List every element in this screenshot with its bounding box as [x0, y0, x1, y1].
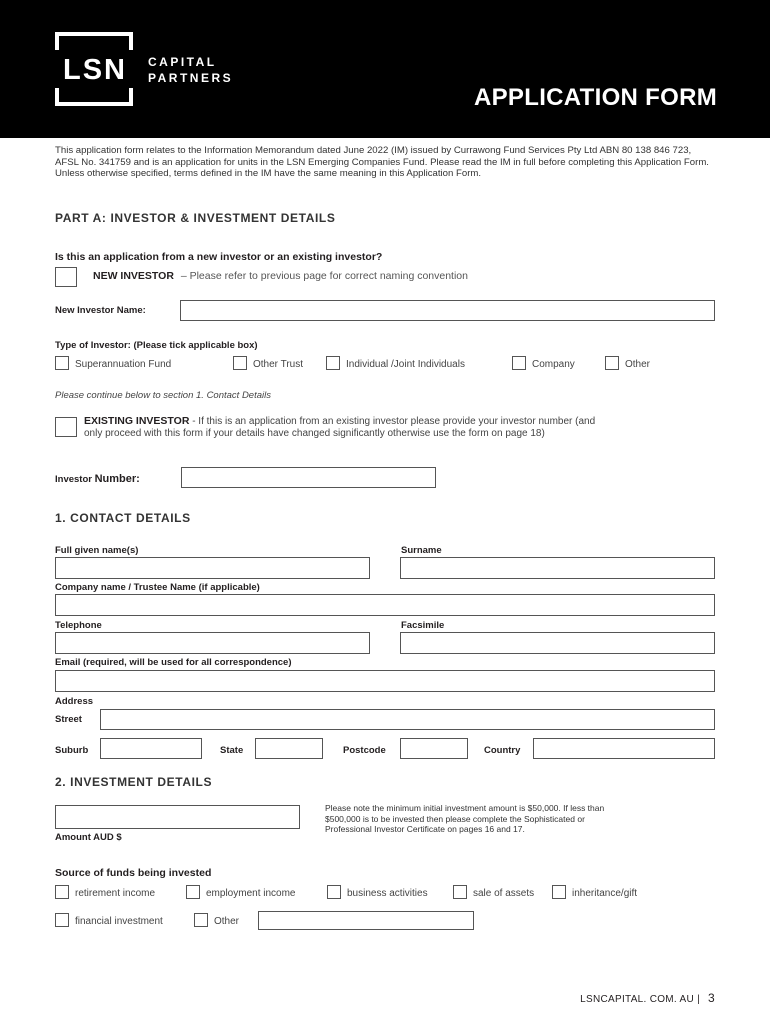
- existing-investor-checkbox[interactable]: [55, 417, 77, 437]
- new-investor-checkbox[interactable]: [55, 267, 77, 287]
- new-investor-row: NEW INVESTOR – Please refer to previous page for correct naming convention: [93, 270, 468, 282]
- source-inheritance-label: inheritance/gift: [572, 888, 638, 899]
- investor-number-label: Investor Number:: [55, 473, 140, 485]
- page-header: [0, 0, 770, 138]
- source-sale-assets-label: sale of assets: [473, 888, 535, 899]
- suburb-label: Suburb: [55, 745, 89, 756]
- source-other-input[interactable]: [258, 911, 474, 930]
- amount-input[interactable]: [55, 805, 300, 829]
- state-input[interactable]: [255, 738, 323, 759]
- footer-website: LSNCAPITAL. COM. AU |: [580, 994, 701, 1005]
- address-label: Address: [55, 696, 94, 707]
- facsimile-input[interactable]: [400, 632, 715, 654]
- source-financial-investment-checkbox[interactable]: [55, 913, 69, 927]
- source-financial-investment-label: financial investment: [75, 916, 163, 927]
- minimum-investment-note: Please note the minimum initial investment amount is $50,000. If less than $500,000 is to be invested then please complete the Sophisticated or Professional Investor Certificate on pages 16 and 17.: [325, 803, 605, 834]
- country-label: Country: [484, 745, 521, 756]
- telephone-input[interactable]: [55, 632, 370, 654]
- type-other-checkbox[interactable]: [605, 356, 619, 370]
- type-other-trust-label: Other Trust: [253, 359, 304, 370]
- source-business-checkbox[interactable]: [327, 885, 341, 899]
- source-other-label: Other: [214, 916, 240, 927]
- type-individual-checkbox[interactable]: [326, 356, 340, 370]
- investor-type-label: Type of Investor: (Please tick applicable box): [55, 340, 258, 351]
- suburb-input[interactable]: [100, 738, 202, 759]
- intro-paragraph: This application form relates to the Information Memorandum dated June 2022 (IM) issued by Currawong Fund Services Pty Ltd ABN 80 138 846 723, AFSL No. 341759 and is an application for units in the LSN Emerging Companies Fund. Please read the IM in full before completing this Application Form. Unless otherwise specified, terms defined in the IM have the same meaning in this Application Form.: [55, 145, 709, 179]
- source-employment-checkbox[interactable]: [186, 885, 200, 899]
- company-input[interactable]: [55, 594, 715, 616]
- page-number: 3: [708, 991, 715, 1005]
- investment-details-heading: 2. INVESTMENT DETAILS: [55, 775, 213, 789]
- type-company-checkbox[interactable]: [512, 356, 526, 370]
- state-label: State: [220, 745, 244, 756]
- given-names-input[interactable]: [55, 557, 370, 579]
- part-a-heading: PART A: INVESTOR & INVESTMENT DETAILS: [55, 211, 336, 225]
- email-input[interactable]: [55, 670, 715, 692]
- given-names-label: Full given name(s): [55, 545, 139, 556]
- source-retirement-checkbox[interactable]: [55, 885, 69, 899]
- amount-label: Amount AUD $: [55, 832, 122, 843]
- surname-label: Surname: [401, 545, 442, 556]
- type-superannuation-label: Superannuation Fund: [75, 359, 172, 370]
- type-other-label: Other: [625, 359, 651, 370]
- telephone-label: Telephone: [55, 620, 102, 631]
- contact-details-heading: 1. CONTACT DETAILS: [55, 511, 191, 525]
- source-business-label: business activities: [347, 888, 428, 899]
- type-company-label: Company: [532, 359, 575, 370]
- new-investor-name-input[interactable]: [180, 300, 715, 321]
- company-label: Company name / Trustee Name (if applicable): [55, 582, 260, 593]
- new-investor-name-label: New Investor Name:: [55, 305, 146, 316]
- postcode-label: Postcode: [343, 745, 386, 756]
- surname-input[interactable]: [400, 557, 715, 579]
- source-employment-label: employment income: [206, 888, 296, 899]
- source-sale-assets-checkbox[interactable]: [453, 885, 467, 899]
- facsimile-label: Facsimile: [401, 620, 445, 631]
- investor-number-input[interactable]: [181, 467, 436, 488]
- existing-investor-text: EXISTING INVESTOR - If this is an application from an existing investor please provide your investor number (and only proceed with this form if your details have changed significantly otherwise use the form on page 18): [84, 415, 596, 439]
- logo-text: LSN: [63, 54, 127, 86]
- type-individual-label: Individual /Joint Individuals: [346, 359, 465, 370]
- continue-note: Please continue below to section 1. Contact Details: [55, 390, 271, 401]
- country-input[interactable]: [533, 738, 715, 759]
- source-of-funds-label: Source of funds being invested: [55, 867, 212, 879]
- street-input[interactable]: [100, 709, 715, 730]
- postcode-input[interactable]: [400, 738, 468, 759]
- page-title: APPLICATION FORM: [473, 84, 717, 111]
- page-footer: [580, 991, 715, 1005]
- logo-subtitle: CAPITAL PARTNERS: [148, 55, 234, 85]
- type-other-trust-checkbox[interactable]: [233, 356, 247, 370]
- source-inheritance-checkbox[interactable]: [552, 885, 566, 899]
- street-label: Street: [55, 714, 82, 725]
- source-other-checkbox[interactable]: [194, 913, 208, 927]
- source-retirement-label: retirement income: [75, 888, 156, 899]
- investor-question: Is this an application from a new investor or an existing investor?: [55, 251, 383, 263]
- email-label: Email (required, will be used for all correspondence): [55, 657, 292, 668]
- type-superannuation-checkbox[interactable]: [55, 356, 69, 370]
